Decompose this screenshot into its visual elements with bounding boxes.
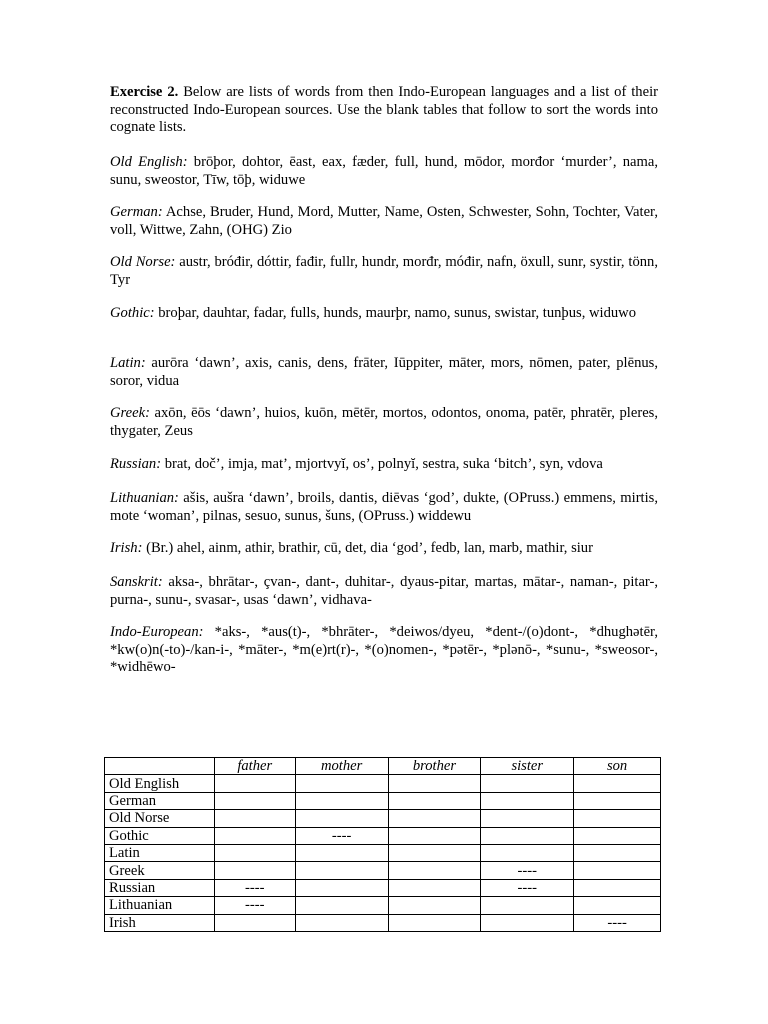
table-row xyxy=(105,792,661,809)
lang-name: Russian: xyxy=(110,456,162,472)
table-cell[interactable] xyxy=(481,792,574,809)
exercise-intro xyxy=(110,84,658,137)
lang-words: ašis, aušra ‘dawn’, broils, dantis, diēvas ‘god’, dukte, (OPruss.) emmens, mirtis, mote ‘woman’, pilnas, sesuo, sunus, šuns, (OPruss.) widdewu xyxy=(110,490,658,524)
cognate-table xyxy=(104,757,661,932)
lang-words: brōþor, dohtor, ēast, eax, fæder, full, hund, mōdor, morđor ‘murder’, nama, sunu, sweostor, Tīw, tōþ, widuwe xyxy=(110,154,658,188)
header-sister: sister xyxy=(481,758,574,775)
row-label: Latin xyxy=(105,844,215,861)
lang-words: (Br.) ahel, ainm, athir, brathir, cū, det, dia ‘god’, fedb, lan, marb, mathir, siur xyxy=(142,540,593,556)
lang-words: Achse, Bruder, Hund, Mord, Mutter, Name, Osten, Schwester, Sohn, Tochter, Vater, voll, Wittwe, Zahn, (OHG) Zio xyxy=(110,204,658,238)
table-cell[interactable] xyxy=(388,775,481,792)
lang-block-old-norse xyxy=(110,254,658,289)
lang-block-gothic xyxy=(110,305,658,323)
row-label: German xyxy=(105,792,215,809)
table-row xyxy=(105,775,661,792)
lang-name: Indo-European: xyxy=(110,624,204,640)
table-cell[interactable] xyxy=(481,897,574,914)
lang-name: Old Norse: xyxy=(110,254,176,270)
lang-name: German: xyxy=(110,204,163,220)
table-cell[interactable]: ---- xyxy=(214,879,295,896)
table-cell[interactable] xyxy=(388,827,481,844)
lang-name: Greek: xyxy=(110,405,150,421)
table-cell[interactable] xyxy=(214,810,295,827)
table-cell[interactable]: ---- xyxy=(214,897,295,914)
lang-words: *aks-, *aus(t)-, *bhrāter-, *deiwos/dyeu, *dent-/(o)dont-, *dhughətēr, *kw(o)n(-to)-/kan-i-, *māter-, *m(e)rt(r)-, *(o)nomen-, *pətēr-, *plənō-, *sunu-, *sweosor-, *widhēwo- xyxy=(110,624,658,675)
table-cell[interactable] xyxy=(388,792,481,809)
table-row xyxy=(105,914,661,931)
table-row xyxy=(105,827,661,844)
lang-block-sanskrit xyxy=(110,574,658,609)
table-cell[interactable]: ---- xyxy=(481,862,574,879)
table-cell[interactable] xyxy=(214,775,295,792)
lang-name: Latin: xyxy=(110,355,146,371)
table-cell[interactable] xyxy=(295,775,388,792)
table-cell[interactable] xyxy=(388,897,481,914)
table-cell[interactable] xyxy=(295,810,388,827)
table-cell[interactable] xyxy=(214,862,295,879)
header-corner xyxy=(105,758,215,775)
lang-block-old-english xyxy=(110,154,658,189)
table-cell[interactable] xyxy=(574,827,661,844)
table-cell[interactable] xyxy=(295,844,388,861)
table-cell[interactable] xyxy=(388,844,481,861)
lang-name: Sanskrit: xyxy=(110,574,163,590)
lang-words: aksa-, bhrātar-, çvan-, dant-, duhitar-, dyaus-pitar, martas, mātar-, naman-, pitar-, purna-, sunu-, svasar-, usas ‘dawn’, vidhava- xyxy=(110,574,658,608)
table-cell[interactable] xyxy=(481,827,574,844)
header-son: son xyxy=(574,758,661,775)
table-cell[interactable] xyxy=(481,844,574,861)
table-cell[interactable] xyxy=(214,914,295,931)
table-cell[interactable] xyxy=(574,792,661,809)
table-cell[interactable] xyxy=(388,879,481,896)
table-cell[interactable] xyxy=(481,775,574,792)
row-label: Lithuanian xyxy=(105,897,215,914)
header-brother: brother xyxy=(388,758,481,775)
lang-block-russian xyxy=(110,456,658,474)
lang-name: Irish: xyxy=(110,540,143,556)
table-cell[interactable]: ---- xyxy=(295,827,388,844)
table-cell[interactable] xyxy=(574,879,661,896)
table-cell[interactable] xyxy=(388,862,481,879)
lang-words: broþar, dauhtar, fadar, fulls, hunds, maurþr, namo, sunus, swistar, tunþus, widuwo xyxy=(154,305,637,321)
lang-block-irish xyxy=(110,540,658,558)
lang-words: aurōra ‘dawn’, axis, canis, dens, frāter, Iūppiter, māter, mors, nōmen, pater, plēnus, soror, vidua xyxy=(110,355,658,389)
lang-block-lithuanian xyxy=(110,490,658,525)
table-cell[interactable] xyxy=(481,810,574,827)
lang-words: axōn, ēōs ‘dawn’, huios, kuōn, mētēr, mortos, odontos, onoma, patēr, phratēr, pleres, thygater, Zeus xyxy=(110,405,658,439)
table-cell[interactable] xyxy=(214,844,295,861)
table-row xyxy=(105,897,661,914)
table-header-row xyxy=(105,758,661,775)
lang-block-german xyxy=(110,204,658,239)
row-label: Russian xyxy=(105,879,215,896)
lang-block-latin xyxy=(110,355,658,390)
table-cell[interactable]: ---- xyxy=(574,914,661,931)
header-father: father xyxy=(214,758,295,775)
table-cell[interactable] xyxy=(574,775,661,792)
row-label: Gothic xyxy=(105,827,215,844)
lang-block-indo-european xyxy=(110,624,658,677)
table-cell[interactable] xyxy=(295,914,388,931)
table-cell[interactable] xyxy=(295,862,388,879)
lang-name: Old English: xyxy=(110,154,188,170)
header-mother: mother xyxy=(295,758,388,775)
table-cell[interactable] xyxy=(574,844,661,861)
table-cell[interactable]: ---- xyxy=(481,879,574,896)
table-cell[interactable] xyxy=(388,914,481,931)
table-cell[interactable] xyxy=(295,792,388,809)
table-cell[interactable] xyxy=(574,862,661,879)
table-row xyxy=(105,879,661,896)
lang-name: Lithuanian: xyxy=(110,490,179,506)
exercise-label: Exercise 2. xyxy=(110,84,179,100)
row-label: Old Norse xyxy=(105,810,215,827)
table-cell[interactable] xyxy=(388,810,481,827)
row-label: Old English xyxy=(105,775,215,792)
table-cell[interactable] xyxy=(574,897,661,914)
table-row xyxy=(105,844,661,861)
table-cell[interactable] xyxy=(214,792,295,809)
lang-block-greek xyxy=(110,405,658,440)
table-cell[interactable] xyxy=(481,914,574,931)
table-cell[interactable] xyxy=(295,879,388,896)
lang-words: brat, doč’, imja, mat’, mjortvyĭ, os’, polnyĭ, sestra, suka ‘bitch’, syn, vdova xyxy=(161,456,603,472)
row-label: Greek xyxy=(105,862,215,879)
table-cell[interactable] xyxy=(214,827,295,844)
table-row xyxy=(105,810,661,827)
table-cell[interactable] xyxy=(295,897,388,914)
lang-words: austr, bróđir, dóttir, fađir, fullr, hundr, morđr, móđir, nafn, öxull, sunr, systir, tönn, Tyr xyxy=(110,254,658,288)
lang-name: Gothic: xyxy=(110,305,155,321)
table-row xyxy=(105,862,661,879)
exercise-text: Below are lists of words from then Indo-European languages and a list of their reconstructed Indo-European sources. Use the blank tables that follow to sort the words into cognate lists. xyxy=(110,84,658,135)
row-label: Irish xyxy=(105,914,215,931)
table-cell[interactable] xyxy=(574,810,661,827)
